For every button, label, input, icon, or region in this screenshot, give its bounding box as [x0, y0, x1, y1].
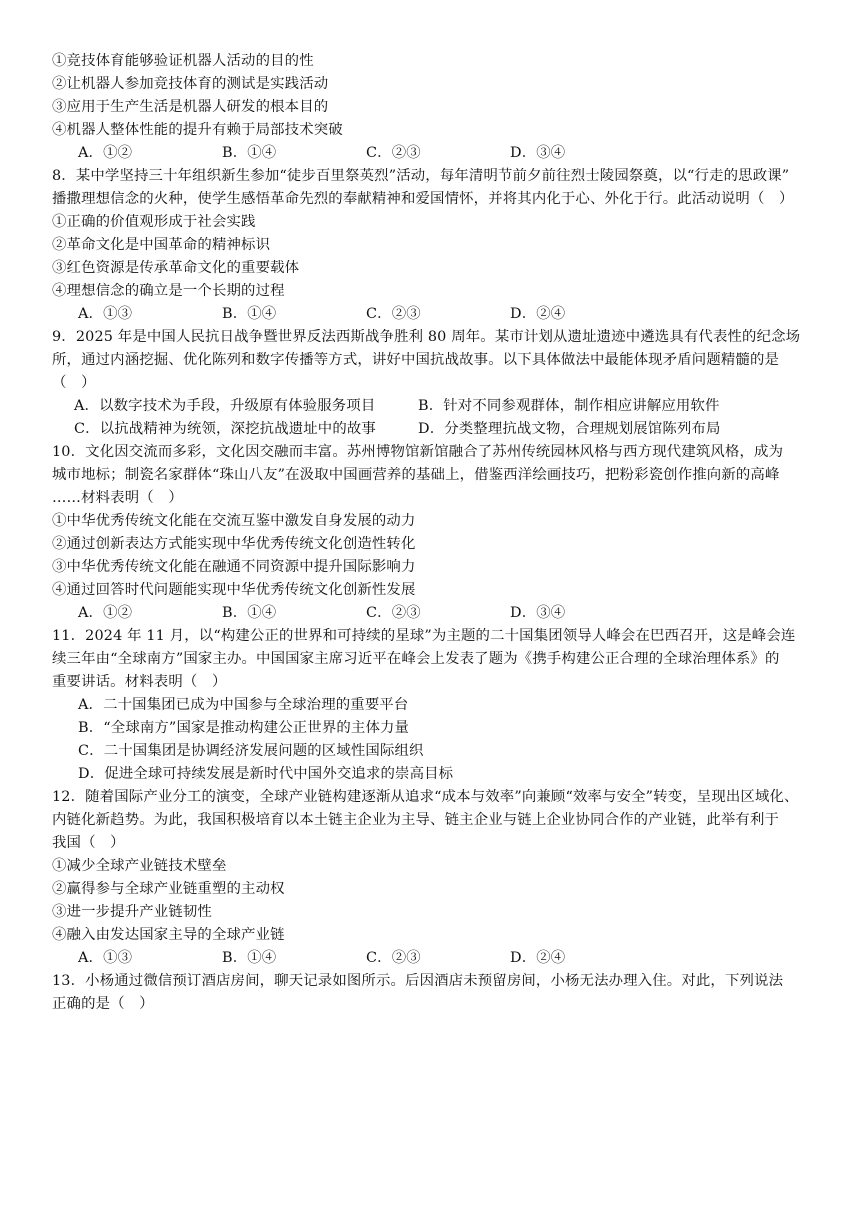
- statement: ①减少全球产业链技术壁垒: [52, 858, 227, 874]
- option-c: C．②③: [366, 605, 421, 621]
- statement: ②让机器人参加竞技体育的测试是实践活动: [52, 76, 329, 92]
- option-d: D．②④: [510, 306, 566, 322]
- statement: ①正确的价值观形成于社会实践: [52, 214, 256, 230]
- question-7-tail: [52, 50, 822, 165]
- question-stem: 重要讲话。材料表明（ ）: [52, 674, 227, 690]
- question-12: [52, 786, 822, 970]
- question-8: [52, 165, 822, 326]
- answer-options: [52, 947, 822, 970]
- question-13: [52, 970, 822, 1016]
- exam-page: [52, 50, 822, 1016]
- question-stem: 内链化新趋势。为此，我国积极培育以本土链主企业为主导、链主企业与链上企业协同合作的产业链，此举有利于: [52, 812, 780, 828]
- answer-options: [52, 142, 822, 165]
- option-b: B．①④: [222, 306, 277, 322]
- statement: ③应用于生产生活是机器人研发的根本目的: [52, 99, 329, 115]
- option-b: B．①④: [222, 145, 277, 161]
- statement: ③中华优秀传统文化能在融通不同资源中提升国际影响力: [52, 559, 416, 575]
- question-stem: 续三年由“全球南方”国家主办。中国国家主席习近平在峰会上发表了题为《携手构建公正合理的全球治理体系》的: [52, 651, 780, 667]
- question-stem: 11．2024 年 11 月，以“构建公正的世界和可持续的星球”为主题的二十国集团领导人峰会在巴西召开，这是峰会连: [52, 628, 796, 644]
- question-stem: 12．随着国际产业分工的演变，全球产业链构建逐渐从追求“成本与效率”向兼顾“效率与安全”转变，呈现出区域化、: [52, 789, 799, 805]
- question-stem: ……材料表明（ ）: [52, 490, 183, 506]
- option-d: D．②④: [510, 950, 566, 966]
- option-a: A．二十国集团已成为中国参与全球治理的重要平台: [78, 697, 409, 713]
- statement: ②通过创新表达方式能实现中华优秀传统文化创造性转化: [52, 536, 416, 552]
- option-c: C．②③: [366, 950, 421, 966]
- question-stem: （ ）: [52, 375, 96, 391]
- answer-options: [52, 395, 822, 418]
- answer-options: [52, 418, 822, 441]
- option-a: A．①③: [78, 306, 133, 322]
- question-stem: 13．小杨通过微信预订酒店房间，聊天记录如图所示。后因酒店未预留房间，小杨无法办理入住。对此，下列说法: [52, 973, 784, 989]
- question-9: [52, 326, 822, 441]
- statement: ①中华优秀传统文化能在交流互鉴中激发自身发展的动力: [52, 513, 416, 529]
- statement: ④理想信念的确立是一个长期的过程: [52, 283, 285, 299]
- option-c: C．②③: [366, 306, 421, 322]
- question-stem: 城市地标；制瓷名家群体“珠山八友”在汲取中国画营养的基础上，借鉴西洋绘画技巧，把粉彩瓷创作推向新的高峰: [52, 467, 780, 483]
- option-a: A．①②: [78, 605, 133, 621]
- question-stem: 我国（ ）: [52, 835, 125, 851]
- question-stem: 播撒理想信念的火种，使学生感悟革命先烈的奉献精神和爱国情怀，并将其内化于心、外化于行。此活动说明（ ）: [52, 191, 794, 207]
- statement: ②赢得参与全球产业链重塑的主动权: [52, 881, 285, 897]
- statement: ④融入由发达国家主导的全球产业链: [52, 927, 285, 943]
- statement: ③进一步提升产业链韧性: [52, 904, 212, 920]
- option-d: D．③④: [510, 145, 566, 161]
- question-11: [52, 625, 822, 786]
- option-c: C．二十国集团是协调经济发展问题的区域性国际组织: [78, 743, 424, 759]
- question-stem: 9．2025 年是中国人民抗日战争暨世界反法西斯战争胜利 80 周年。某市计划从遗址遗迹中遴选具有代表性的纪念场: [52, 329, 801, 345]
- option-c: C．②③: [366, 145, 421, 161]
- option-c: C．以抗战精神为统领，深挖抗战遗址中的故事: [74, 421, 376, 437]
- option-a: A．①③: [78, 950, 133, 966]
- option-b: B．①④: [222, 950, 277, 966]
- statement: ③红色资源是传承革命文化的重要载体: [52, 260, 300, 276]
- option-b: B．①④: [222, 605, 277, 621]
- question-10: [52, 441, 822, 625]
- statement: ②革命文化是中国革命的精神标识: [52, 237, 271, 253]
- option-a: A．以数字技术为手段，升级原有体验服务项目: [74, 398, 376, 414]
- question-stem: 所，通过内涵挖掘、优化陈列和数字传播等方式，讲好中国抗战故事。以下具体做法中最能体现矛盾问题精髓的是: [52, 352, 780, 368]
- option-d: D．分类整理抗战文物，合理规划展馆陈列布局: [418, 421, 721, 437]
- option-a: A．①②: [78, 145, 133, 161]
- option-d: D．③④: [510, 605, 566, 621]
- statement: ①竞技体育能够验证机器人活动的目的性: [52, 53, 314, 69]
- option-d: D．促进全球可持续发展是新时代中国外交追求的崇高目标: [78, 766, 454, 782]
- statement: ④机器人整体性能的提升有赖于局部技术突破: [52, 122, 343, 138]
- question-stem: 8．某中学坚持三十年组织新生参加“徒步百里祭英烈”活动，每年清明节前夕前往烈士陵园祭奠，以“行走的思政课”: [52, 168, 790, 184]
- question-stem: 10．文化因交流而多彩，文化因交融而丰富。苏州博物馆新馆融合了苏州传统园林风格与西方现代建筑风格，成为: [52, 444, 784, 460]
- question-stem: 正确的是（ ）: [52, 996, 154, 1012]
- option-b: B．针对不同参观群体，制作相应讲解应用软件: [418, 398, 720, 414]
- statement: ④通过回答时代问题能实现中华优秀传统文化创新性发展: [52, 582, 416, 598]
- answer-options: [52, 303, 822, 326]
- option-b: B．“全球南方”国家是推动构建公正世界的主体力量: [78, 720, 410, 736]
- answer-options: [52, 602, 822, 625]
